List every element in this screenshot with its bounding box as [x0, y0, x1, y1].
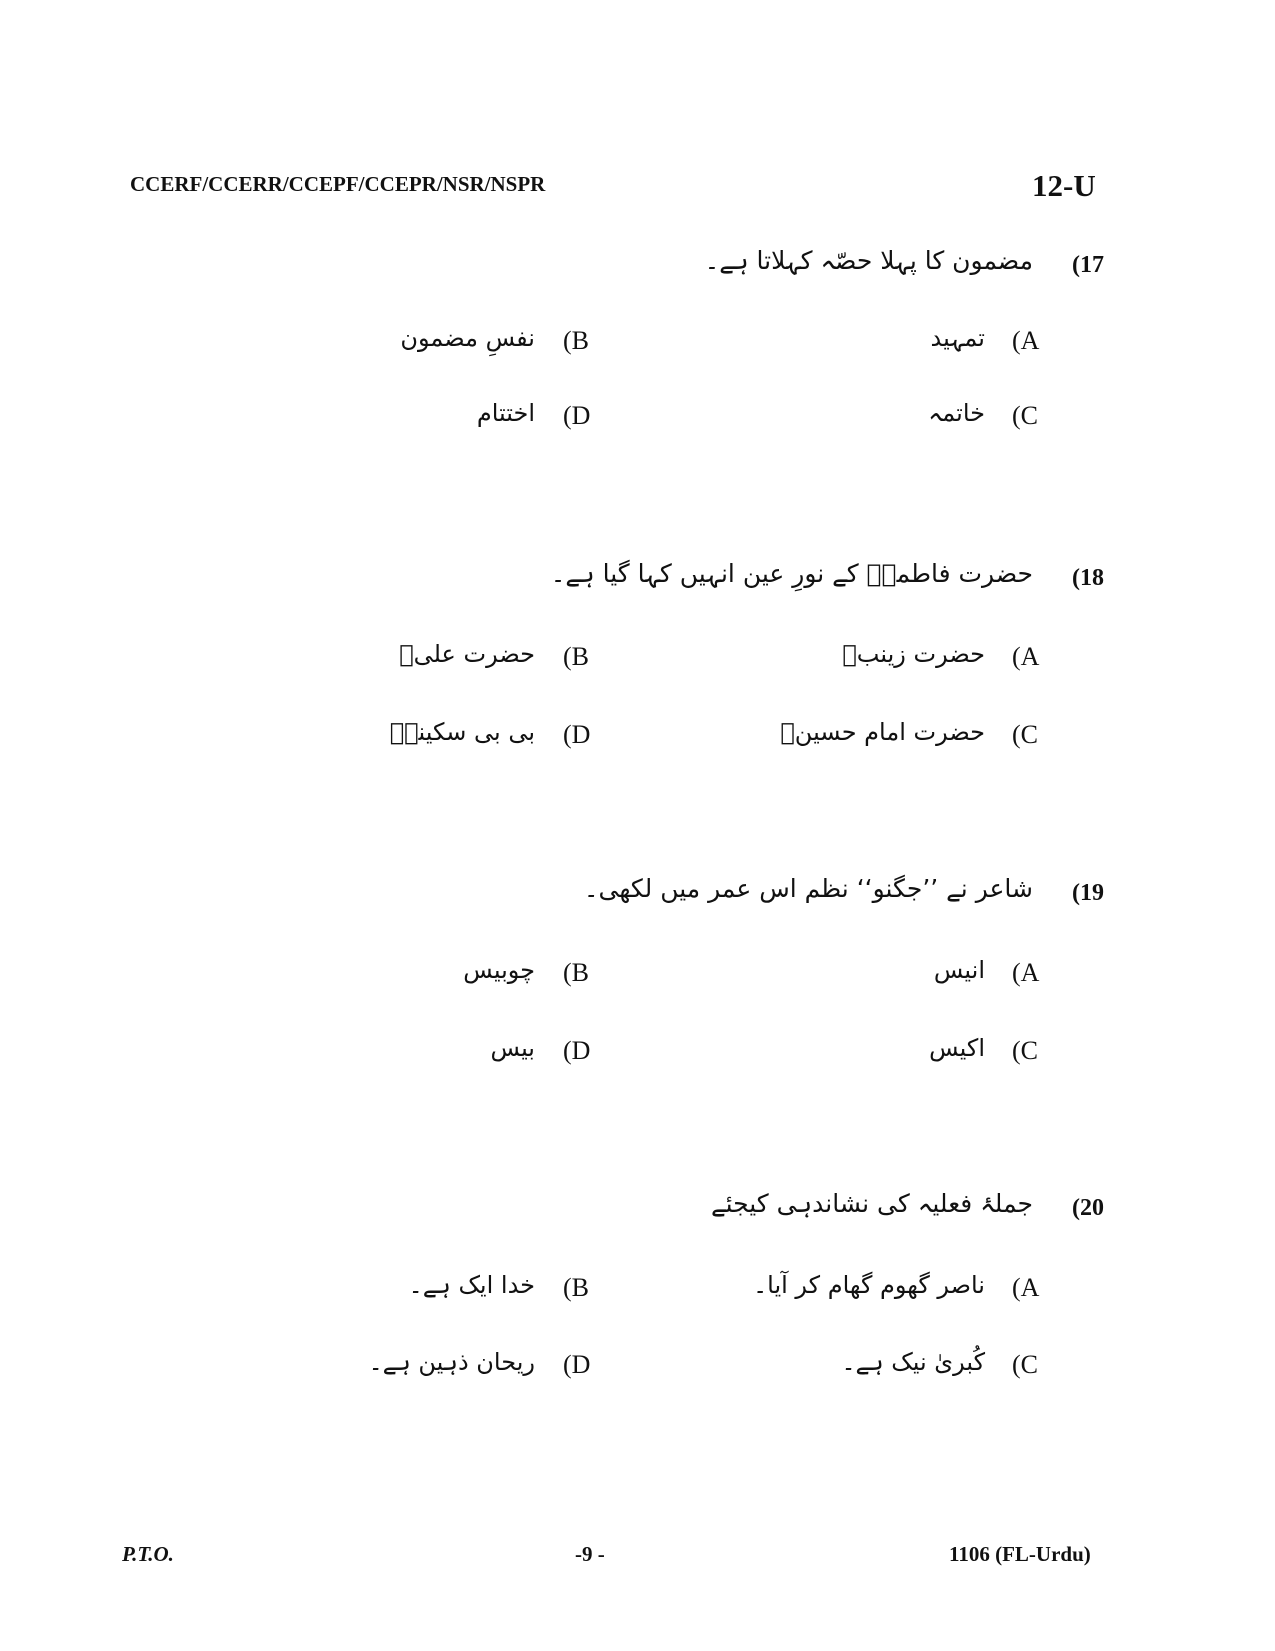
pto-label: P.T.O.	[122, 1542, 174, 1566]
option-c-text: خاتمہ	[928, 399, 985, 427]
option-d-text: بیس	[490, 1034, 535, 1062]
option-d-text: بی بی سکینہؓ	[389, 718, 535, 746]
question-number: (17	[1072, 252, 1104, 278]
option-d-letter: (D	[563, 1350, 591, 1379]
option-c-text: اکیس	[929, 1034, 985, 1062]
option-d-text: اختتام	[476, 399, 535, 427]
page-number: -9 -	[575, 1542, 605, 1566]
option-a-text: انیس	[933, 956, 985, 984]
option-b-text: نفسِ مضمون	[400, 324, 535, 352]
option-c-text: حضرت امام حسینؓ	[780, 718, 985, 746]
page-code: 12-U	[1032, 168, 1096, 203]
option-d-letter: (D	[563, 401, 591, 430]
question-text: مضمون کا پہلا حصّہ کہلاتا ہے۔	[704, 246, 1033, 275]
option-b-letter: (B	[563, 642, 589, 671]
question-number: (18	[1072, 565, 1104, 591]
option-a-letter: (A	[1012, 958, 1040, 987]
option-c-letter: (C	[1012, 401, 1038, 430]
question-number: (20	[1072, 1195, 1104, 1221]
option-a-text: تمہید	[930, 324, 985, 352]
option-b-letter: (B	[563, 326, 589, 355]
option-a-letter: (A	[1012, 642, 1040, 671]
question-text: شاعر نے ’’جگنو‘‘ نظم اس عمر میں لکھی۔	[583, 874, 1033, 903]
option-d-text: ریحان ذہین ہے۔	[368, 1348, 535, 1376]
option-a-letter: (A	[1012, 326, 1040, 355]
question-text: جملۂ فعلیہ کی نشاندہی کیجئے	[710, 1189, 1033, 1218]
option-d-letter: (D	[563, 1036, 591, 1065]
option-c-text: کُبریٰ نیک ہے۔	[841, 1348, 985, 1376]
question-number: (19	[1072, 880, 1104, 906]
option-b-letter: (B	[563, 958, 589, 987]
option-c-letter: (C	[1012, 1350, 1038, 1379]
paper-code: CCERF/CCERR/CCEPF/CCEPR/NSR/NSPR	[130, 172, 546, 196]
question-text: حضرت فاطمہؓ کے نورِ عین انہیں کہا گیا ہے۔	[550, 559, 1033, 588]
option-a-letter: (A	[1012, 1273, 1040, 1302]
option-b-text: حضرت علیؓ	[399, 640, 535, 668]
option-b-text: چوبیس	[463, 956, 535, 984]
paper-id: 1106 (FL-Urdu)	[949, 1542, 1091, 1566]
option-a-text: ناصر گھوم گھام کر آیا۔	[753, 1271, 985, 1299]
option-d-letter: (D	[563, 720, 591, 749]
option-b-text: خدا ایک ہے۔	[408, 1271, 535, 1299]
option-b-letter: (B	[563, 1273, 589, 1302]
option-c-letter: (C	[1012, 1036, 1038, 1065]
option-a-text: حضرت زینبؓ	[842, 640, 985, 668]
option-c-letter: (C	[1012, 720, 1038, 749]
